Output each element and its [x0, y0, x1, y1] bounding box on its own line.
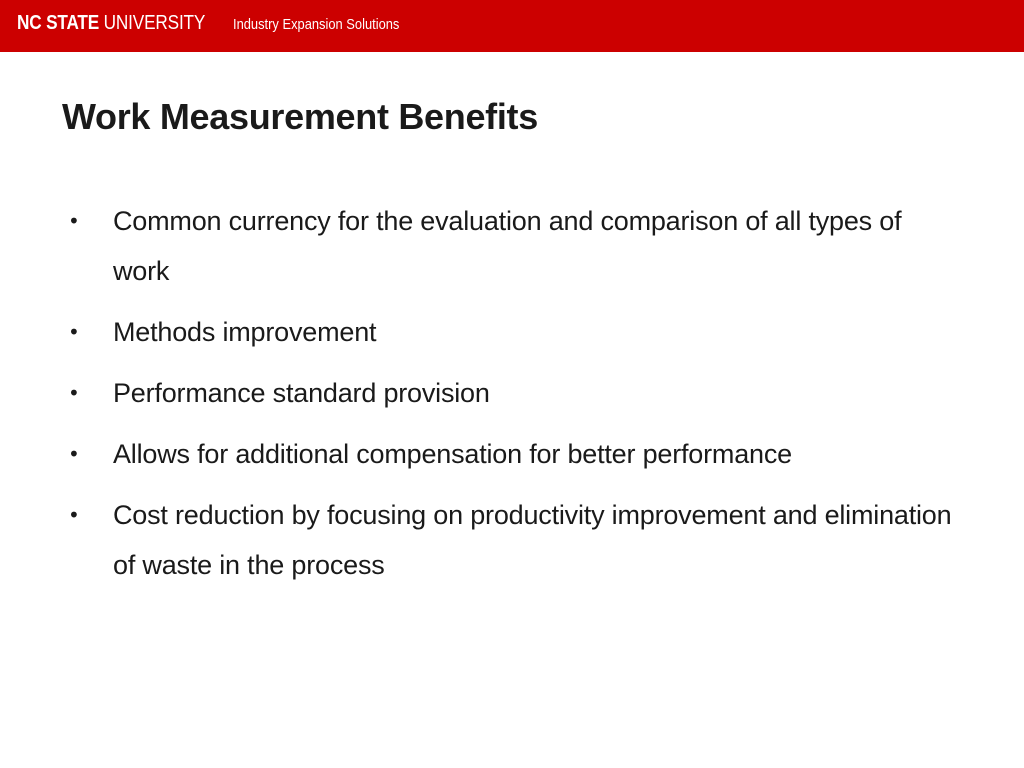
logo-primary-text	[17, 11, 206, 35]
bullet-text: Methods improvement	[113, 317, 377, 347]
bullet-list	[62, 196, 962, 601]
logo-strong-text: NC STATE	[17, 11, 100, 34]
bullet-text: Performance standard provision	[113, 378, 490, 408]
slide-title: Work Measurement Benefits	[62, 96, 538, 137]
bullet-item	[62, 307, 962, 357]
bullet-text: Common currency for the evaluation and comparison of all types of work	[113, 206, 902, 286]
logo-light-text: UNIVERSITY	[99, 11, 206, 34]
bullet-icon: •	[68, 503, 80, 527]
bullet-icon: •	[68, 381, 80, 405]
university-logo	[17, 12, 426, 35]
bullet-item	[62, 490, 962, 590]
bullet-text: Allows for additional compensation for better performance	[113, 439, 792, 469]
header-bar	[0, 0, 1024, 52]
bullet-icon: •	[68, 442, 80, 466]
bullet-item	[62, 429, 962, 479]
bullet-text: Cost reduction by focusing on productivity improvement and elimination of waste in the process	[113, 500, 952, 580]
bullet-item	[62, 368, 962, 418]
bullet-icon: •	[68, 209, 80, 233]
logo-subtitle: Industry Expansion Solutions	[233, 15, 400, 33]
bullet-item	[62, 196, 962, 296]
bullet-icon: •	[68, 320, 80, 344]
